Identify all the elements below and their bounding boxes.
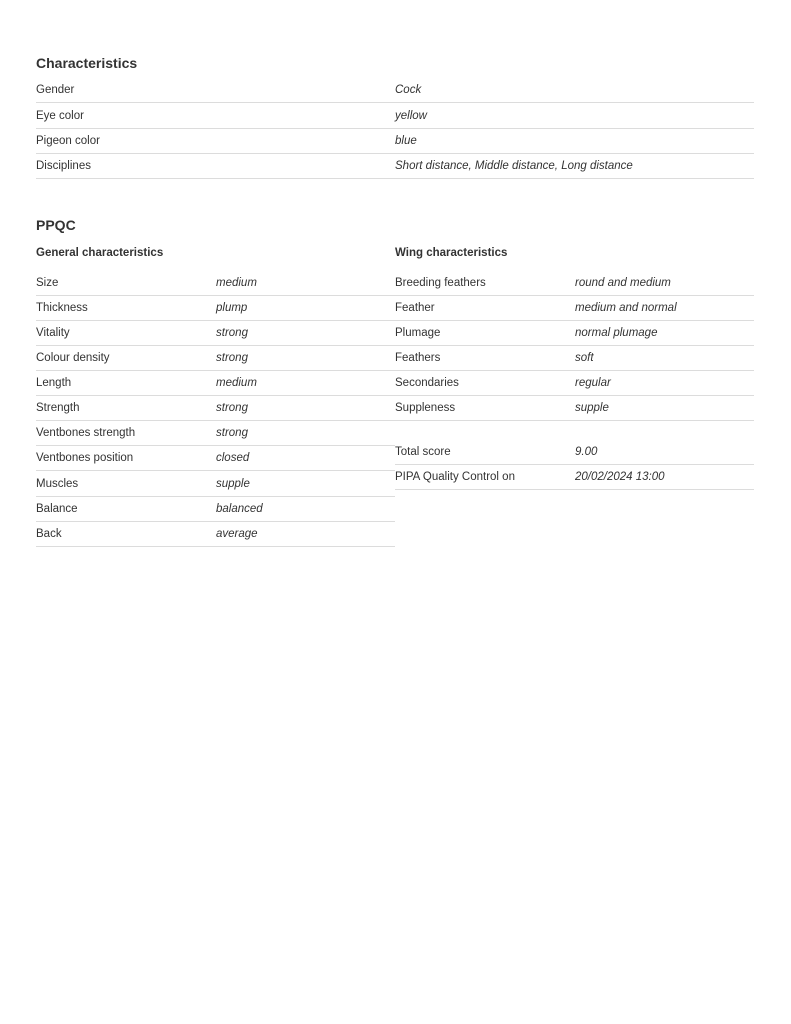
row-value: medium	[216, 377, 257, 389]
row-value: yellow	[395, 110, 427, 122]
row-value: supple	[575, 402, 609, 414]
row-value: Short distance, Middle distance, Long distance	[395, 160, 633, 172]
row-label: PIPA Quality Control on	[395, 471, 515, 483]
row-value: round and medium	[575, 277, 671, 289]
characteristics-row-gender	[36, 78, 754, 103]
wing-row-feather	[395, 296, 754, 321]
general-row-size	[36, 271, 395, 296]
wing-characteristics-title: Wing characteristics	[395, 247, 508, 259]
row-value: strong	[216, 402, 248, 414]
characteristics-row-eye-color	[36, 104, 754, 129]
general-row-ventbones-position	[36, 446, 395, 471]
row-value: strong	[216, 352, 248, 364]
row-label: Feather	[395, 302, 435, 314]
row-value: strong	[216, 427, 248, 439]
general-row-ventbones-strength	[36, 421, 395, 446]
row-label: Thickness	[36, 302, 88, 314]
general-row-thickness	[36, 296, 395, 321]
general-row-strength	[36, 396, 395, 421]
row-value: supple	[216, 478, 250, 490]
row-value: normal plumage	[575, 327, 658, 339]
row-value: balanced	[216, 503, 263, 515]
row-value: regular	[575, 377, 611, 389]
wing-row-plumage	[395, 321, 754, 346]
row-label: Vitality	[36, 327, 70, 339]
row-label: Balance	[36, 503, 78, 515]
row-label: Gender	[36, 84, 75, 96]
score-row-total-score	[395, 440, 754, 465]
row-value: 20/02/2024 13:00	[575, 471, 665, 483]
wing-row-feathers	[395, 346, 754, 371]
characteristics-title: Characteristics	[36, 55, 138, 71]
general-row-length	[36, 371, 395, 396]
row-label: Feathers	[395, 352, 441, 364]
row-label: Total score	[395, 446, 451, 458]
row-value: medium and normal	[575, 302, 677, 314]
row-label: Breeding feathers	[395, 277, 486, 289]
general-row-colour-density	[36, 346, 395, 371]
row-label: Pigeon color	[36, 135, 100, 147]
row-label: Muscles	[36, 478, 79, 490]
general-row-muscles	[36, 472, 395, 497]
general-characteristics-title: General characteristics	[36, 247, 164, 259]
wing-row-breeding-feathers	[395, 271, 754, 296]
row-value: soft	[575, 352, 594, 364]
row-value: average	[216, 528, 258, 540]
row-label: Ventbones strength	[36, 427, 136, 439]
row-value: strong	[216, 327, 248, 339]
row-label: Size	[36, 277, 59, 289]
general-row-back	[36, 522, 395, 547]
ppqc-title: PPQC	[36, 217, 76, 233]
row-value: blue	[395, 135, 417, 147]
general-row-balance	[36, 497, 395, 522]
row-value: closed	[216, 452, 250, 464]
wing-row-suppleness	[395, 396, 754, 421]
row-label: Strength	[36, 402, 80, 414]
row-value: Cock	[395, 84, 422, 96]
row-label: Plumage	[395, 327, 441, 339]
characteristics-row-pigeon-color	[36, 129, 754, 154]
row-value: plump	[216, 302, 248, 314]
row-value: medium	[216, 277, 257, 289]
row-label: Colour density	[36, 352, 110, 364]
row-label: Secondaries	[395, 377, 459, 389]
general-row-vitality	[36, 321, 395, 346]
row-label: Eye color	[36, 110, 84, 122]
row-label: Ventbones position	[36, 452, 134, 464]
row-label: Length	[36, 377, 72, 389]
row-label: Back	[36, 528, 62, 540]
row-value: 9.00	[575, 446, 598, 458]
characteristics-row-disciplines	[36, 154, 754, 179]
row-label: Suppleness	[395, 402, 456, 414]
score-row-quality-control-date	[395, 465, 754, 490]
row-label: Disciplines	[36, 160, 91, 172]
wing-row-secondaries	[395, 371, 754, 396]
